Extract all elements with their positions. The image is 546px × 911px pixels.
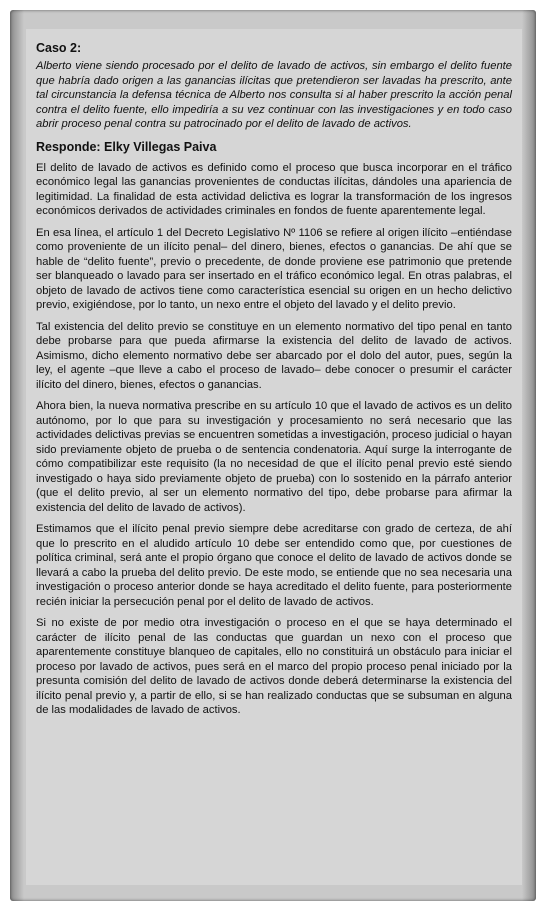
answer-paragraph: El delito de lavado de activos es definido como el proceso que busca incorporar en el tráfico económico legal las ganancias provenientes de conductas ilícitas, dándoles una apariencia de legitimidad. La finalidad de esta actividad delictiva es lograr la transformación de los ingresos económicos derivados de actividades criminales en fondos de fuente aparentemente legal.	[36, 161, 512, 218]
answer-paragraph: En esa línea, el artículo 1 del Decreto Legislativo Nº 1106 se refiere al origen ilícito –entiéndase como proveniente de un ilícito penal– del dinero, bienes, efectos o ganancias. De ahí que se hable de “delito fuente”, previo o precedente, de donde proviene ese patrimonio que pretende ser blanqueado o lavado para ser insertado en el tráfico económico legal. En otras palabras, el objeto de lavado de activos tiene como característica esencial su origen en un hecho delictivo previo, exigiéndose, por lo tanto, un nexo entre el objeto del lavado y el delito previo.	[36, 226, 512, 312]
case-question: Alberto viene siendo procesado por el delito de lavado de activos, sin embargo el delito fuente que habría dado origen a las ganancias ilícitas que pretendieron ser lavadas ha prescrito, ante tal circunstancia la defensa técnica de Alberto nos consulta si al haber prescrito la acción penal contra el delito fuente, ello impediría a su vez continuar con las investigaciones y en todo caso abrir proceso penal contra su patrocinado por el delito de lavado de activos.	[36, 60, 512, 131]
answer-paragraph: Tal existencia del delito previo se constituye en un elemento normativo del tipo penal en tanto debe probarse para que pueda afirmarse la existencia del delito de lavado de activos. Asimismo, dicho elemento normativo debe ser abarcado por el dolo del autor, pues, según la ley, el agente –que lleve a cabo el proceso de lavado– debe conocer o presumir el carácter ilícito del dinero, bienes, efectos o ganancias.	[36, 320, 512, 391]
answer-paragraph: Estimamos que el ilícito penal previo siempre debe acreditarse con grado de certeza, de ahí que lo prescrito en el aludido artículo 10 debe ser entendido como que, por cuestiones de política criminal, será ante el propio órgano que conoce el delito de lavado de activos donde se llevará a cabo la prueba del delito previo. De este modo, se entiende que no sea necesaria una investigación o proceso anterior donde se haya acreditado el delito fuente, para posteriormente recién iniciar la persecución penal por el delito de lavado de activos.	[36, 523, 512, 608]
case-title: Caso 2:	[36, 41, 82, 55]
answer-paragraph: Ahora bien, la nueva normativa prescribe en su artículo 10 que el lavado de activos es un delito autónomo, por lo que para su investigación y procesamiento no será necesario que las actividades delictivas previas se encuentren sometidas a investigación, proceso judicial o hayan sido previamente objeto de prueba o de sentencia condenatoria. Aquí surge la interrogante de cómo compatibilizar este requisito (la no necesidad de que el ilícito penal previo esté siendo investigado o haya sido previamente objeto de prueba) con lo sostenido en la párrafo anterior (que el delito previo, al ser un elemento normativo del tipo, debe probarse para afirmar la existencia del delito de lavado de activos).	[36, 400, 512, 514]
answer-paragraph: Si no existe de por medio otra investigación o proceso en el que se haya determinado el carácter de ilícito penal de las conductas que guardan un nexo con el proceso que aparentemente constituye blanqueo de capitales, ello no constituirá un obstáculo para iniciar el proceso por lavado de activos, pues será en el marco del propio proceso penal iniciado por la presunta comisión del delito de lavado de activos donde deberá determinarse la existencia del ilícito penal previo y, a partir de ello, si se han realizado conductas que se subsuman en alguna de las modalidades de lavado de activos.	[36, 617, 512, 717]
answer-heading: Responde: Elky Villegas Paiva	[36, 139, 217, 154]
case-panel	[26, 29, 522, 885]
document-frame	[10, 10, 536, 901]
